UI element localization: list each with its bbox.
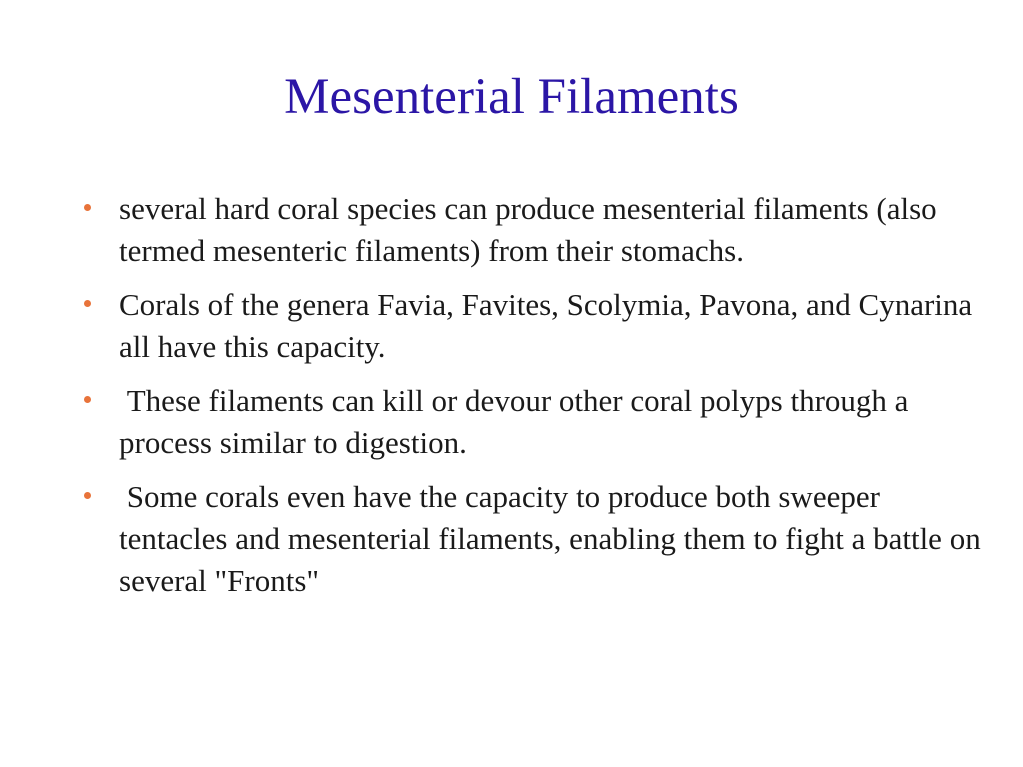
bullet-dot-icon bbox=[84, 300, 91, 307]
bullet-item bbox=[84, 380, 984, 464]
bullet-item bbox=[84, 188, 984, 272]
bullet-text: Some corals even have the capacity to produce both sweeper tentacles and mesenterial filaments, enabling them to fight a battle on several "Fronts" bbox=[119, 479, 989, 598]
bullet-dot-icon bbox=[84, 396, 91, 403]
bullet-item bbox=[84, 476, 989, 602]
bullet-text: Corals of the genera Favia, Favites, Scolymia, Pavona, and Cynarina all have this capacity. bbox=[119, 287, 973, 364]
bullet-text: These filaments can kill or devour other coral polyps through a process similar to digestion. bbox=[119, 383, 917, 460]
slide-title: Mesenterial Filaments bbox=[284, 69, 739, 125]
bullet-text: several hard coral species can produce mesenterial filaments (also termed mesenteric filaments) from their stomachs. bbox=[119, 191, 937, 268]
bullet-item bbox=[84, 284, 984, 368]
bullet-list bbox=[84, 188, 989, 614]
bullet-dot-icon bbox=[84, 204, 91, 211]
bullet-dot-icon bbox=[84, 492, 91, 499]
